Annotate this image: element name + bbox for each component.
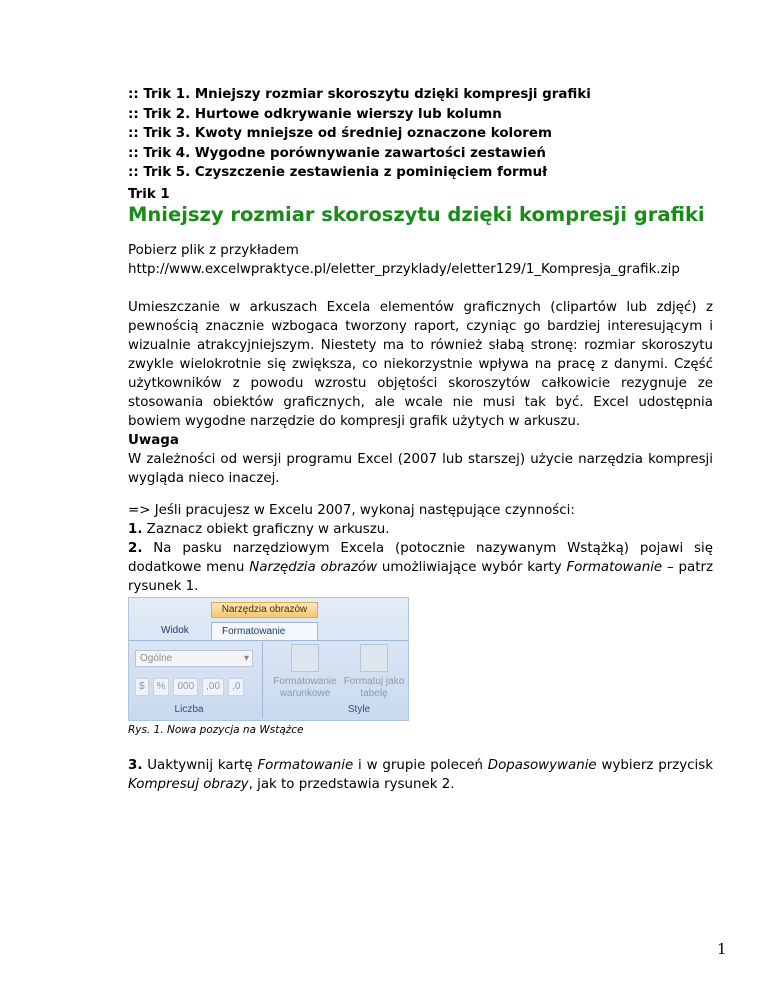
increase-decimal-button[interactable]: ,00 [202,678,224,696]
step-text: i w grupie poleceń [353,758,488,773]
step-text: – patrz rysunek 1. [128,560,713,594]
step-number: 1. [128,522,143,537]
step-text: Zaznacz obiekt graficzny w arkuszu. [142,522,390,537]
download-link[interactable]: http://www.excelwpraktyce.pl/eletter_przyklady/eletter129/1_Kompresja_grafik.zip [128,262,680,277]
table-icon [360,644,388,672]
percent-button[interactable]: % [153,678,170,696]
group-name: Dopasowywanie [487,758,597,773]
step-3 [128,756,713,794]
button-label: Formatowanie warunkowe [273,676,337,699]
step-text: Uaktywnij kartę [142,758,258,773]
tab-formatowanie[interactable]: Formatowanie [211,622,318,640]
toc-item[interactable]: :: Trik 2. Hurtowe odkrywanie wierszy lub kolumn [128,106,502,122]
step-number: 2. [128,541,143,556]
toc-item[interactable]: :: Trik 5. Czyszczenie zestawienia z pominięciem formuł [128,165,548,181]
step-2 [128,539,713,596]
conditional-format-icon [291,644,319,672]
intro-paragraph: Umieszczanie w arkuszach Excela elementów graficznych (clipartów lub zdjęć) z pewnością znacznie wzbogaca tworzony raport, czyniąc go bardziej interesującym i wizualnie atrakcyjniejszym. Niestety ma to również słabą stronę: rozmiar skoroszytu zwykle wielokrotnie się zwiększa, co niekorzystnie wpływa na pracę z danymi. Część użytkowników z powodu wzrostu objętości skoroszytów całkowicie rezygnuje ze stosowania obiektów graficznych, ale wcale nie musi tak być. Excel udostępnia bowiem wygodne narzędzie do kompresji grafik użytych w arkuszu. [128,300,713,429]
step-text: Na pasku narzędziowym Excela (potocznie nazywanym Wstążką) pojawi się dodatkowe menu [128,541,713,575]
conditional-format-button[interactable] [267,644,343,700]
tab-name: Formatowanie [257,758,354,773]
page-number: 1 [717,940,727,958]
note-text: W zależności od wersji programu Excel (2007 lub starszej) użycie narzędzia kompresji wygląda nieco inaczej. [128,452,713,486]
group-label-liczba: Liczba [174,704,204,715]
group-divider [262,642,263,718]
section-title: Mniejszy rozmiar skoroszytu dzięki kompresji grafiki [128,203,705,226]
steps-intro: => Jeśli pracujesz w Excelu 2007, wykonaj następujące czynności: [128,503,575,518]
button-name: Kompresuj obrazy [128,777,249,792]
format-table-button[interactable] [341,644,407,700]
decrease-decimal-button[interactable]: ,0 [228,678,244,696]
toc-item[interactable]: :: Trik 3. Kwoty mniejsze od średniej oznaczone kolorem [128,126,552,142]
tab-name: Formatowanie [566,560,663,575]
currency-icon[interactable]: $ [135,678,149,696]
toc-item[interactable]: :: Trik 1. Mniejszy rozmiar skoroszytu dzięki kompresji grafiki [128,87,591,102]
ribbon-figure [128,597,409,721]
note-heading: Uwaga [128,433,179,448]
step-text: , jak to przedstawia rysunek 2. [248,777,455,792]
step-1 [128,520,713,539]
number-format-combo[interactable] [135,650,253,667]
combo-value: Ogólne [140,653,173,664]
section-label: Trik 1 [128,187,170,202]
step-number: 3. [128,758,143,773]
tab-widok[interactable]: Widok [161,625,189,636]
ribbon-tabs [129,618,408,641]
toc-item[interactable]: :: Trik 4. Wygodne porównywanie zawartości zestawień [128,145,546,161]
menu-name: Narzędzia obrazów [249,560,378,575]
button-label: Formatuj jako tabelę [343,676,405,699]
number-buttons [135,678,248,696]
table-of-contents [128,85,591,183]
group-label-style: Style [347,704,371,715]
download-text: Pobierz plik z przykładem [128,243,299,258]
chevron-down-icon: ▾ [243,653,249,664]
step-text: wybierz przycisk [596,758,713,773]
context-tab-header[interactable]: Narzędzia obrazów [211,602,318,618]
figure-caption: Rys. 1. Nowa pozycja na Wstążce [128,724,304,736]
thousands-button[interactable]: 000 [173,678,198,696]
step-text: umożliwiające wybór karty [377,560,567,575]
